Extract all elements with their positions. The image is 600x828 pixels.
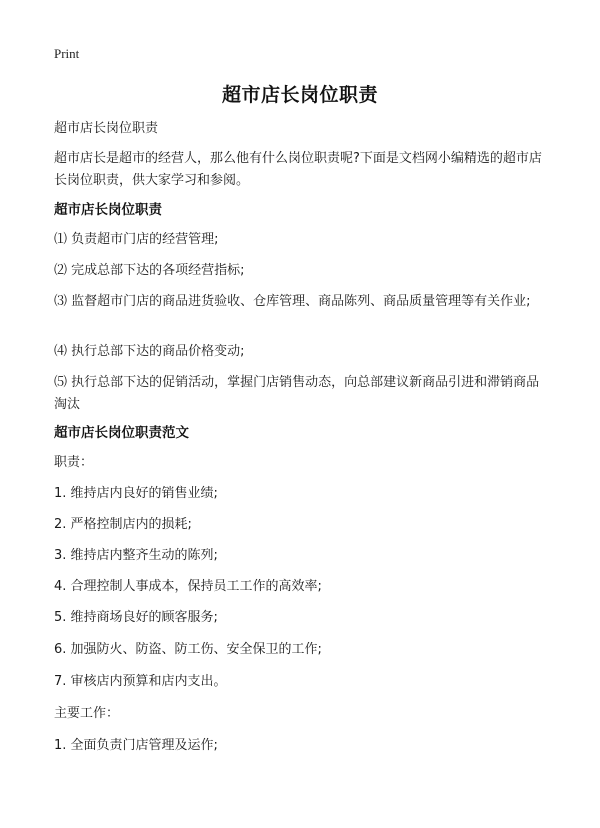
list-item: ⑷ 执行总部下达的商品价格变动;	[54, 344, 245, 359]
list-item: 7. 审核店内预算和店内支出。	[54, 674, 227, 689]
duties-label: 职责：	[54, 455, 94, 470]
document-title: 超市店长岗位职责	[221, 84, 378, 106]
list-item: 6. 加强防火、防盗、防工伤、安全保卫的工作;	[54, 642, 322, 657]
section1-heading: 超市店长岗位职责	[54, 202, 162, 218]
section1-item-3	[54, 291, 548, 313]
list-item: ⑸ 执行总部下达的促销活动，掌握门店销售动态，向总部建议新商品引进和滞销商品 淘汰	[54, 375, 540, 412]
section1-item-1	[54, 229, 548, 251]
section1-item-4	[54, 341, 548, 363]
list-item: 3. 维持店内整齐生动的陈列;	[54, 548, 218, 563]
document-subtitle-block	[54, 118, 548, 140]
list-item: 1. 维持店内良好的销售业绩;	[54, 486, 218, 501]
document-subtitle: 超市店长岗位职责	[54, 121, 159, 136]
main-work-label: 主要工作：	[54, 706, 120, 721]
main-work-label-block	[54, 703, 548, 725]
duty-item-5	[54, 607, 548, 629]
main-work-item-1	[54, 735, 548, 757]
duty-item-6	[54, 639, 548, 661]
list-item: 5. 维持商场良好的顾客服务;	[54, 610, 218, 625]
duty-item-3	[54, 545, 548, 567]
duty-item-2	[54, 514, 548, 536]
section2-heading-block	[54, 422, 548, 444]
intro-paragraph: 超市店长是超市的经营人，那么他有什么岗位职责呢?下面是文档网小编精选的超市店长岗位职责，供大家学习和参阅。	[54, 151, 542, 188]
list-item: 1. 全面负责门店管理及运作;	[54, 738, 218, 753]
duties-label-block	[54, 452, 548, 474]
list-item: ⑴ 负责超市门店的经营管理;	[54, 232, 219, 247]
duty-item-1	[54, 483, 548, 505]
print-label: Print	[54, 46, 80, 61]
list-item: 4. 合理控制人事成本，保持员工工作的高效率;	[54, 579, 322, 594]
section1-item-5	[54, 372, 548, 416]
list-item: 2. 严格控制店内的损耗;	[54, 517, 192, 532]
duty-item-7	[54, 671, 548, 693]
intro-block	[54, 148, 548, 192]
section1-item-2	[54, 260, 548, 282]
section2-heading: 超市店长岗位职责范文	[54, 425, 189, 441]
list-item: ⑵ 完成总部下达的各项经营指标;	[54, 263, 245, 278]
duty-item-4	[54, 576, 548, 598]
section1-heading-block	[54, 199, 548, 221]
list-item: ⑶ 监督超市门店的商品进货验收、仓库管理、商品陈列、商品质量管理等有关作业;	[54, 294, 531, 309]
